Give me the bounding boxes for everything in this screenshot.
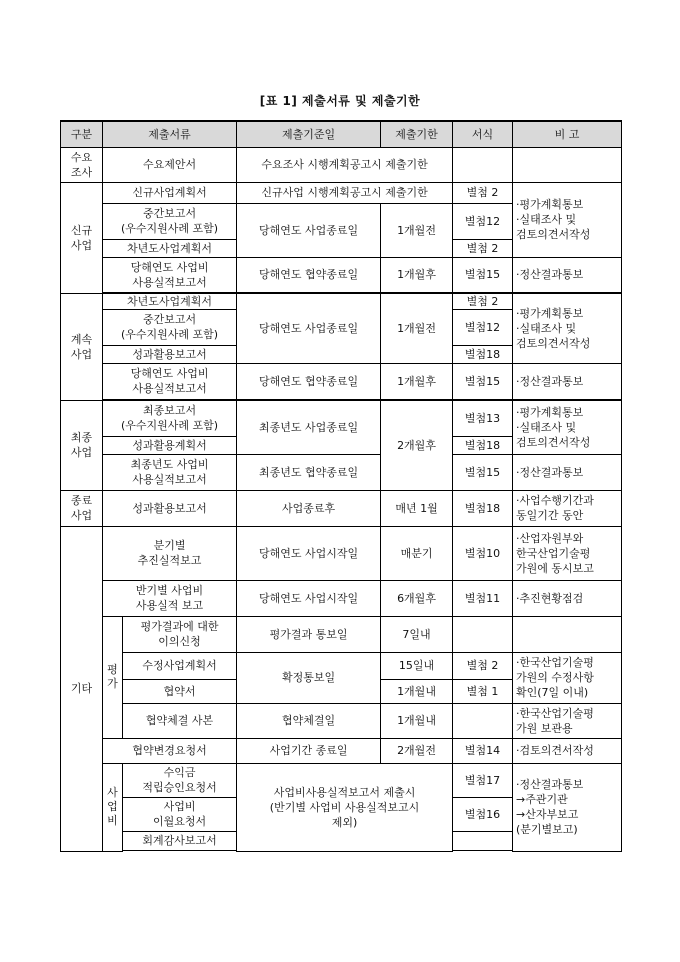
table-row xyxy=(61,363,622,399)
table-title: [표 1] 제출서류 및 제출기한 xyxy=(259,94,421,108)
new-nextplan-form: 별첨 2 xyxy=(453,239,513,257)
table-row xyxy=(61,454,622,490)
end-deadline: 매년 1월 xyxy=(381,490,453,526)
demand-doc: 수요제안서 xyxy=(103,147,237,182)
etc-copy-remark: ·한국산업기술평 가원 보관용 xyxy=(513,703,622,738)
etc-copy-basis: 협약체결일 xyxy=(237,703,381,738)
table-row xyxy=(61,400,622,436)
etc-objection-remark xyxy=(513,616,622,652)
end-remark: ·사업수행기간과 동일기간 동안 xyxy=(513,490,622,526)
etc-half-form: 별첨11 xyxy=(453,580,513,616)
new-cost-deadline: 1개월후 xyxy=(381,257,453,292)
cont-use: 성과활용보고서 xyxy=(103,345,237,363)
etc-half-basis: 당해연도 사업시작일 xyxy=(237,580,381,616)
etc-change-form: 별첨14 xyxy=(453,738,513,763)
header-doc: 제출서류 xyxy=(103,121,237,147)
etc-interest-form: 별첨17 xyxy=(453,763,513,797)
table-row xyxy=(61,257,622,292)
new-mid-basis: 당해연도 사업종료일 xyxy=(237,203,381,257)
cost-label: 사 업 비 xyxy=(103,763,123,851)
table-row xyxy=(61,616,622,652)
etc-confirm-basis: 확정통보일 xyxy=(237,652,381,703)
table-row xyxy=(61,580,622,616)
new-plan-form: 별첨 2 xyxy=(453,182,513,203)
etc-objection-deadline: 7일내 xyxy=(381,616,453,652)
demand-form xyxy=(453,147,513,182)
etc-transfer: 사업비 이월요청서 xyxy=(123,797,237,831)
new-plan-basis: 신규사업 시행계획공고시 제출기한 xyxy=(237,182,453,203)
cont-cost-basis: 당해연도 협약종료일 xyxy=(237,363,381,399)
etc-interest: 수익금 적립승인요청서 xyxy=(123,763,237,797)
etc-quarter-basis: 당해연도 사업시작일 xyxy=(237,526,381,580)
etc-transfer-form: 별첨16 xyxy=(453,797,513,831)
etc-copy-form xyxy=(453,703,513,738)
etc-agreement: 협약서 xyxy=(123,679,237,703)
final-use-form: 별첨18 xyxy=(453,436,513,454)
eval-label: 평 가 xyxy=(103,616,123,738)
final-remark: ·평가계획통보 ·실태조사 및 검토의견서작성 xyxy=(513,400,622,454)
final-cost: 최종년도 사업비 사용실적보고서 xyxy=(103,454,237,490)
etc-half-deadline: 6개월후 xyxy=(381,580,453,616)
header-remark: 비 고 xyxy=(513,121,622,147)
end-basis: 사업종료후 xyxy=(237,490,381,526)
new-mid-deadline: 1개월전 xyxy=(381,203,453,257)
cont-cost-form: 별첨15 xyxy=(453,363,513,399)
new-cost-remark: ·정산결과통보 xyxy=(513,257,622,292)
etc-quarter-remark: ·산업자원부와 한국산업기술평 가원에 동시보고 xyxy=(513,526,622,580)
new-cost-form: 별첨15 xyxy=(453,257,513,292)
category-cont: 계속 사업 xyxy=(61,293,103,400)
new-plan: 신규사업계획서 xyxy=(103,182,237,203)
etc-agreement-deadline: 1개월내 xyxy=(381,679,453,703)
cont-nextplan: 차년도사업계획서 xyxy=(103,293,237,309)
etc-change-remark: ·검토의견서작성 xyxy=(513,738,622,763)
etc-half: 반기별 사업비 사용실적 보고 xyxy=(103,580,237,616)
final-deadline: 2개월후 xyxy=(381,400,453,490)
etc-half-remark: ·추진현황점검 xyxy=(513,580,622,616)
cont-interim-form: 별첨12 xyxy=(453,309,513,345)
etc-change: 협약변경요청서 xyxy=(103,738,237,763)
etc-quarter-form: 별첨10 xyxy=(453,526,513,580)
etc-change-deadline: 2개월전 xyxy=(381,738,453,763)
table-row xyxy=(61,652,622,679)
demand-remark xyxy=(513,147,622,182)
final-report: 최종보고서 (우수지원사례 포함) xyxy=(103,400,237,436)
etc-cost-remark: ·정산결과통보 →주관기관 →산자부보고 (분기별보고) xyxy=(513,763,622,851)
etc-objection-form xyxy=(453,616,513,652)
category-end: 종료 사업 xyxy=(61,490,103,526)
cont-use-form: 별첨18 xyxy=(453,345,513,363)
cont-interim: 중간보고서 (우수지원사례 포함) xyxy=(103,309,237,345)
final-use: 성과활용계획서 xyxy=(103,436,237,454)
table-row xyxy=(61,147,622,182)
table-row xyxy=(61,703,622,738)
etc-quarter-deadline: 매분기 xyxy=(381,526,453,580)
cont-cost: 당해연도 사업비 사용실적보고서 xyxy=(103,363,237,399)
category-demand: 수요 조사 xyxy=(61,147,103,182)
etc-revised: 수정사업계획서 xyxy=(123,652,237,679)
final-cost-form: 별첨15 xyxy=(453,454,513,490)
new-nextplan: 차년도사업계획서 xyxy=(103,239,237,257)
header-form: 서식 xyxy=(453,121,513,147)
etc-audit-form xyxy=(453,831,513,850)
table-row xyxy=(61,490,622,526)
etc-copy-deadline: 1개월내 xyxy=(381,703,453,738)
cont-cost-deadline: 1개월후 xyxy=(381,363,453,399)
etc-revised-form: 별첨 2 xyxy=(453,652,513,679)
category-etc: 기타 xyxy=(61,526,103,851)
cont-mid-basis: 당해연도 사업종료일 xyxy=(237,293,381,363)
etc-cost-basis: 사업비사용실적보고서 제출시 (반기별 사업비 사용실적보고시 제외) xyxy=(237,763,453,851)
header-category: 구분 xyxy=(61,121,103,147)
etc-revised-remark: ·한국산업기술평 가원의 수정사항 확인(7일 이내) xyxy=(513,652,622,703)
etc-quarter: 분기별 추진실적보고 xyxy=(103,526,237,580)
table-row xyxy=(61,182,622,203)
new-cost-basis: 당해연도 협약종료일 xyxy=(237,257,381,292)
end-doc: 성과활용보고서 xyxy=(103,490,237,526)
table-row xyxy=(61,526,622,580)
end-form: 별첨18 xyxy=(453,490,513,526)
header-deadline: 제출기한 xyxy=(381,121,453,147)
demand-basis: 수요조사 시행계획공고시 제출기한 xyxy=(237,147,453,182)
final-basis: 최종년도 사업종료일 xyxy=(237,400,381,454)
new-interim: 중간보고서 (우수지원사례 포함) xyxy=(103,203,237,239)
etc-change-basis: 사업기간 종료일 xyxy=(237,738,381,763)
etc-audit: 회계감사보고서 xyxy=(123,831,237,850)
etc-agreement-form: 별첨 1 xyxy=(453,679,513,703)
cont-mid-deadline: 1개월전 xyxy=(381,293,453,363)
category-final: 최종 사업 xyxy=(61,400,103,490)
final-report-form: 별첨13 xyxy=(453,400,513,436)
final-cost-basis: 최종년도 협약종료일 xyxy=(237,454,381,490)
cont-nextplan-form: 별첨 2 xyxy=(453,293,513,309)
new-remark: ·평가계획통보 ·실태조사 및 검토의견서작성 xyxy=(513,182,622,257)
etc-copy: 협약체결 사본 xyxy=(123,703,237,738)
table-row xyxy=(61,763,622,797)
header-row xyxy=(61,121,622,147)
category-new: 신규 사업 xyxy=(61,182,103,293)
cont-remark: ·평가계획통보 ·실태조사 및 검토의견서작성 xyxy=(513,293,622,363)
table-row xyxy=(61,293,622,309)
etc-objection-basis: 평가결과 통보일 xyxy=(237,616,381,652)
etc-objection: 평가결과에 대한 이의신청 xyxy=(123,616,237,652)
submission-table xyxy=(60,120,622,852)
cont-cost-remark: ·정산결과통보 xyxy=(513,363,622,399)
header-basis: 제출기준일 xyxy=(237,121,381,147)
etc-revised-deadline: 15일내 xyxy=(381,652,453,679)
new-interim-form: 별첨12 xyxy=(453,203,513,239)
new-cost: 당해연도 사업비 사용실적보고서 xyxy=(103,257,237,292)
table-row xyxy=(61,738,622,763)
final-cost-remark: ·정산결과통보 xyxy=(513,454,622,490)
